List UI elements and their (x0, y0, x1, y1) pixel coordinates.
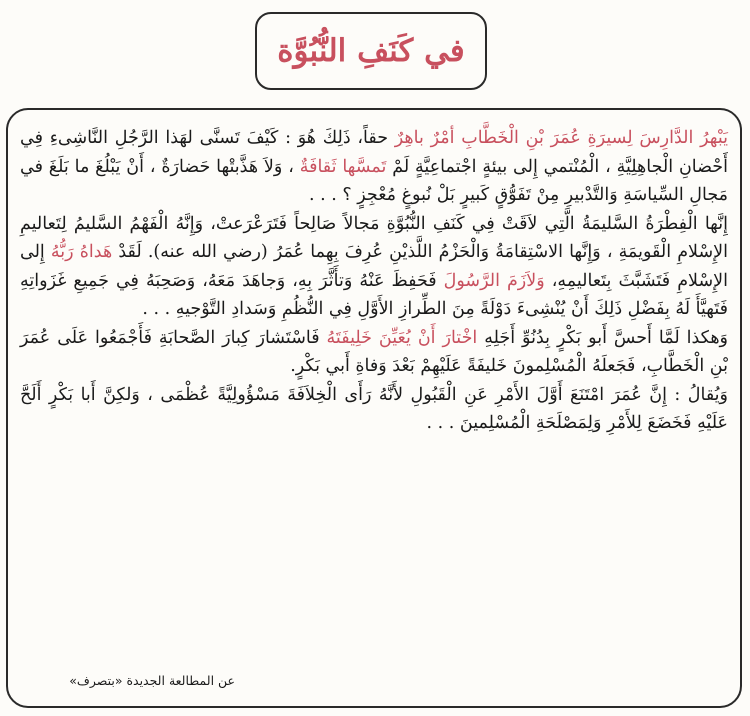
title-box (255, 12, 487, 90)
paragraph-3 (20, 324, 728, 381)
body-text: وَهكذا لَمَّا أَحسَّ أَبو بَكْرٍ بِدُنُوِّ أَجَلِهِ (477, 327, 729, 348)
paragraph-4 (20, 381, 728, 438)
paragraph-1 (20, 124, 728, 210)
highlight-phrase: وَلاَزَمَ الرَّسُولَ (443, 270, 545, 291)
source-citation: عن المطالعة الجديدة «بتصرف» (69, 673, 235, 688)
body-text: فَحَفِظَ عَنْهُ وَتأَثَّرَ بِهِ، وَجاهَدَ مَعَهُ، وَصَحِبَهُ فِي جَمِيعِ غَزَواتِهِ فَتَهيَّأَ لَهُ بِفَضْلِ ذَلِكَ أَنْ يُنْشِىءَ دَوْلَةً مِنَ الطِّرازِ الأَوَّلِ فِي النُّظُمِ وَسَدادِ التَّوْجيهِ . . . (20, 270, 728, 319)
page-title: في كَنَفِ النُّبُوَّة (277, 33, 465, 69)
highlight-phrase: يَبْهرُ الدَّارِسَ لِسيرَةِ عُمَرَ بْنِ الْخَطَّابِ أمْرٌ باهِرٌ (394, 128, 728, 148)
article-body (20, 124, 728, 438)
body-text: ، وَلاَ هَذَّبتْها حَضارَةٌ ، أَنْ يَبْلُغَ ما بَلَغَ في مَجالِ السِّياسَةِ وَالتَّدْبيرِ مِنْ تَفَوُّقٍ كَبيرٍ بَلْ نُبوغٍ مُعْجِزٍ ؟ . . . (20, 156, 728, 205)
highlight-phrase: اخْتارَ أَنْ يُعَيِّنَ خَلِيفَتَهُ (326, 327, 478, 348)
highlight-phrase: هَداهُ رَبُّهُ (50, 242, 113, 262)
highlight-phrase: تَمسَّها ثَقافَةٌ (299, 156, 387, 177)
paragraph-2 (20, 210, 728, 324)
body-text: حقاً، ذَلِكَ هُوَ : كَيْفَ تَسنَّى لهَذا الرَّجُلِ النَّاشِىءِ فِي أَحْضانِ الْجاهِلِيَّةِ ، الْمُنْتمي إِلى بيئةٍ اجْتماعِيَّةٍ لَمْ (20, 128, 728, 177)
body-text: إِنَّها الْفِطْرَةُ السَّليمَةُ الَّتِي لاَقَتْ فِي كَنَفِ النُّبُوَّةِ مَجالاً صَالِحاً فَتَرَعْرَعتْ، وَإِنَّهُ الْفَهْمُ السَّليمُ لِتَعاليمِ الإِسْلامِ الْقَويمَةِ ، وَإِنَّها الاسْتِقامَةُ وَالْحَزْمُ اللَّذيْنِ عُرِفَ بِهِما عُمَرُ (رضي الله عنه). لَقَدْ (20, 213, 728, 262)
body-text: فَاسْتَشارَ كِبارَ الصَّحابَةِ فَأَجْمَعُوا عَلَى عُمَرَ بْنِ الْخَطَّابِ، فَجَعلَهُ الْمُسْلِمونَ خَليفَةً عَلَيْهِمْ بَعْدَ وَفاةِ أَبي بَكْرٍ. (20, 327, 728, 376)
text-frame (6, 108, 742, 708)
body-text: وَيُقالُ : إِنَّ عُمَرَ امْتَنَعَ أَوَّلَ الأَمْرِ عَنِ الْقَبُولِ لأَنَّهُ رَأَى الْخِلاَفَةَ مَسْؤُولِيَّةً عُظْمَى ، وَلكِنَّ أَبا بَكْرٍ أَلَحَّ عَلَيْهِ فَخَضَعَ لِلأَمْرِ وَلِمَصْلَحَةِ الْمُسْلِمينَ . . . (20, 384, 728, 433)
body-text: إِلى الإِسْلامِ فَتَشَبَّثَ بِتَعاليمِهِ، (20, 242, 728, 291)
